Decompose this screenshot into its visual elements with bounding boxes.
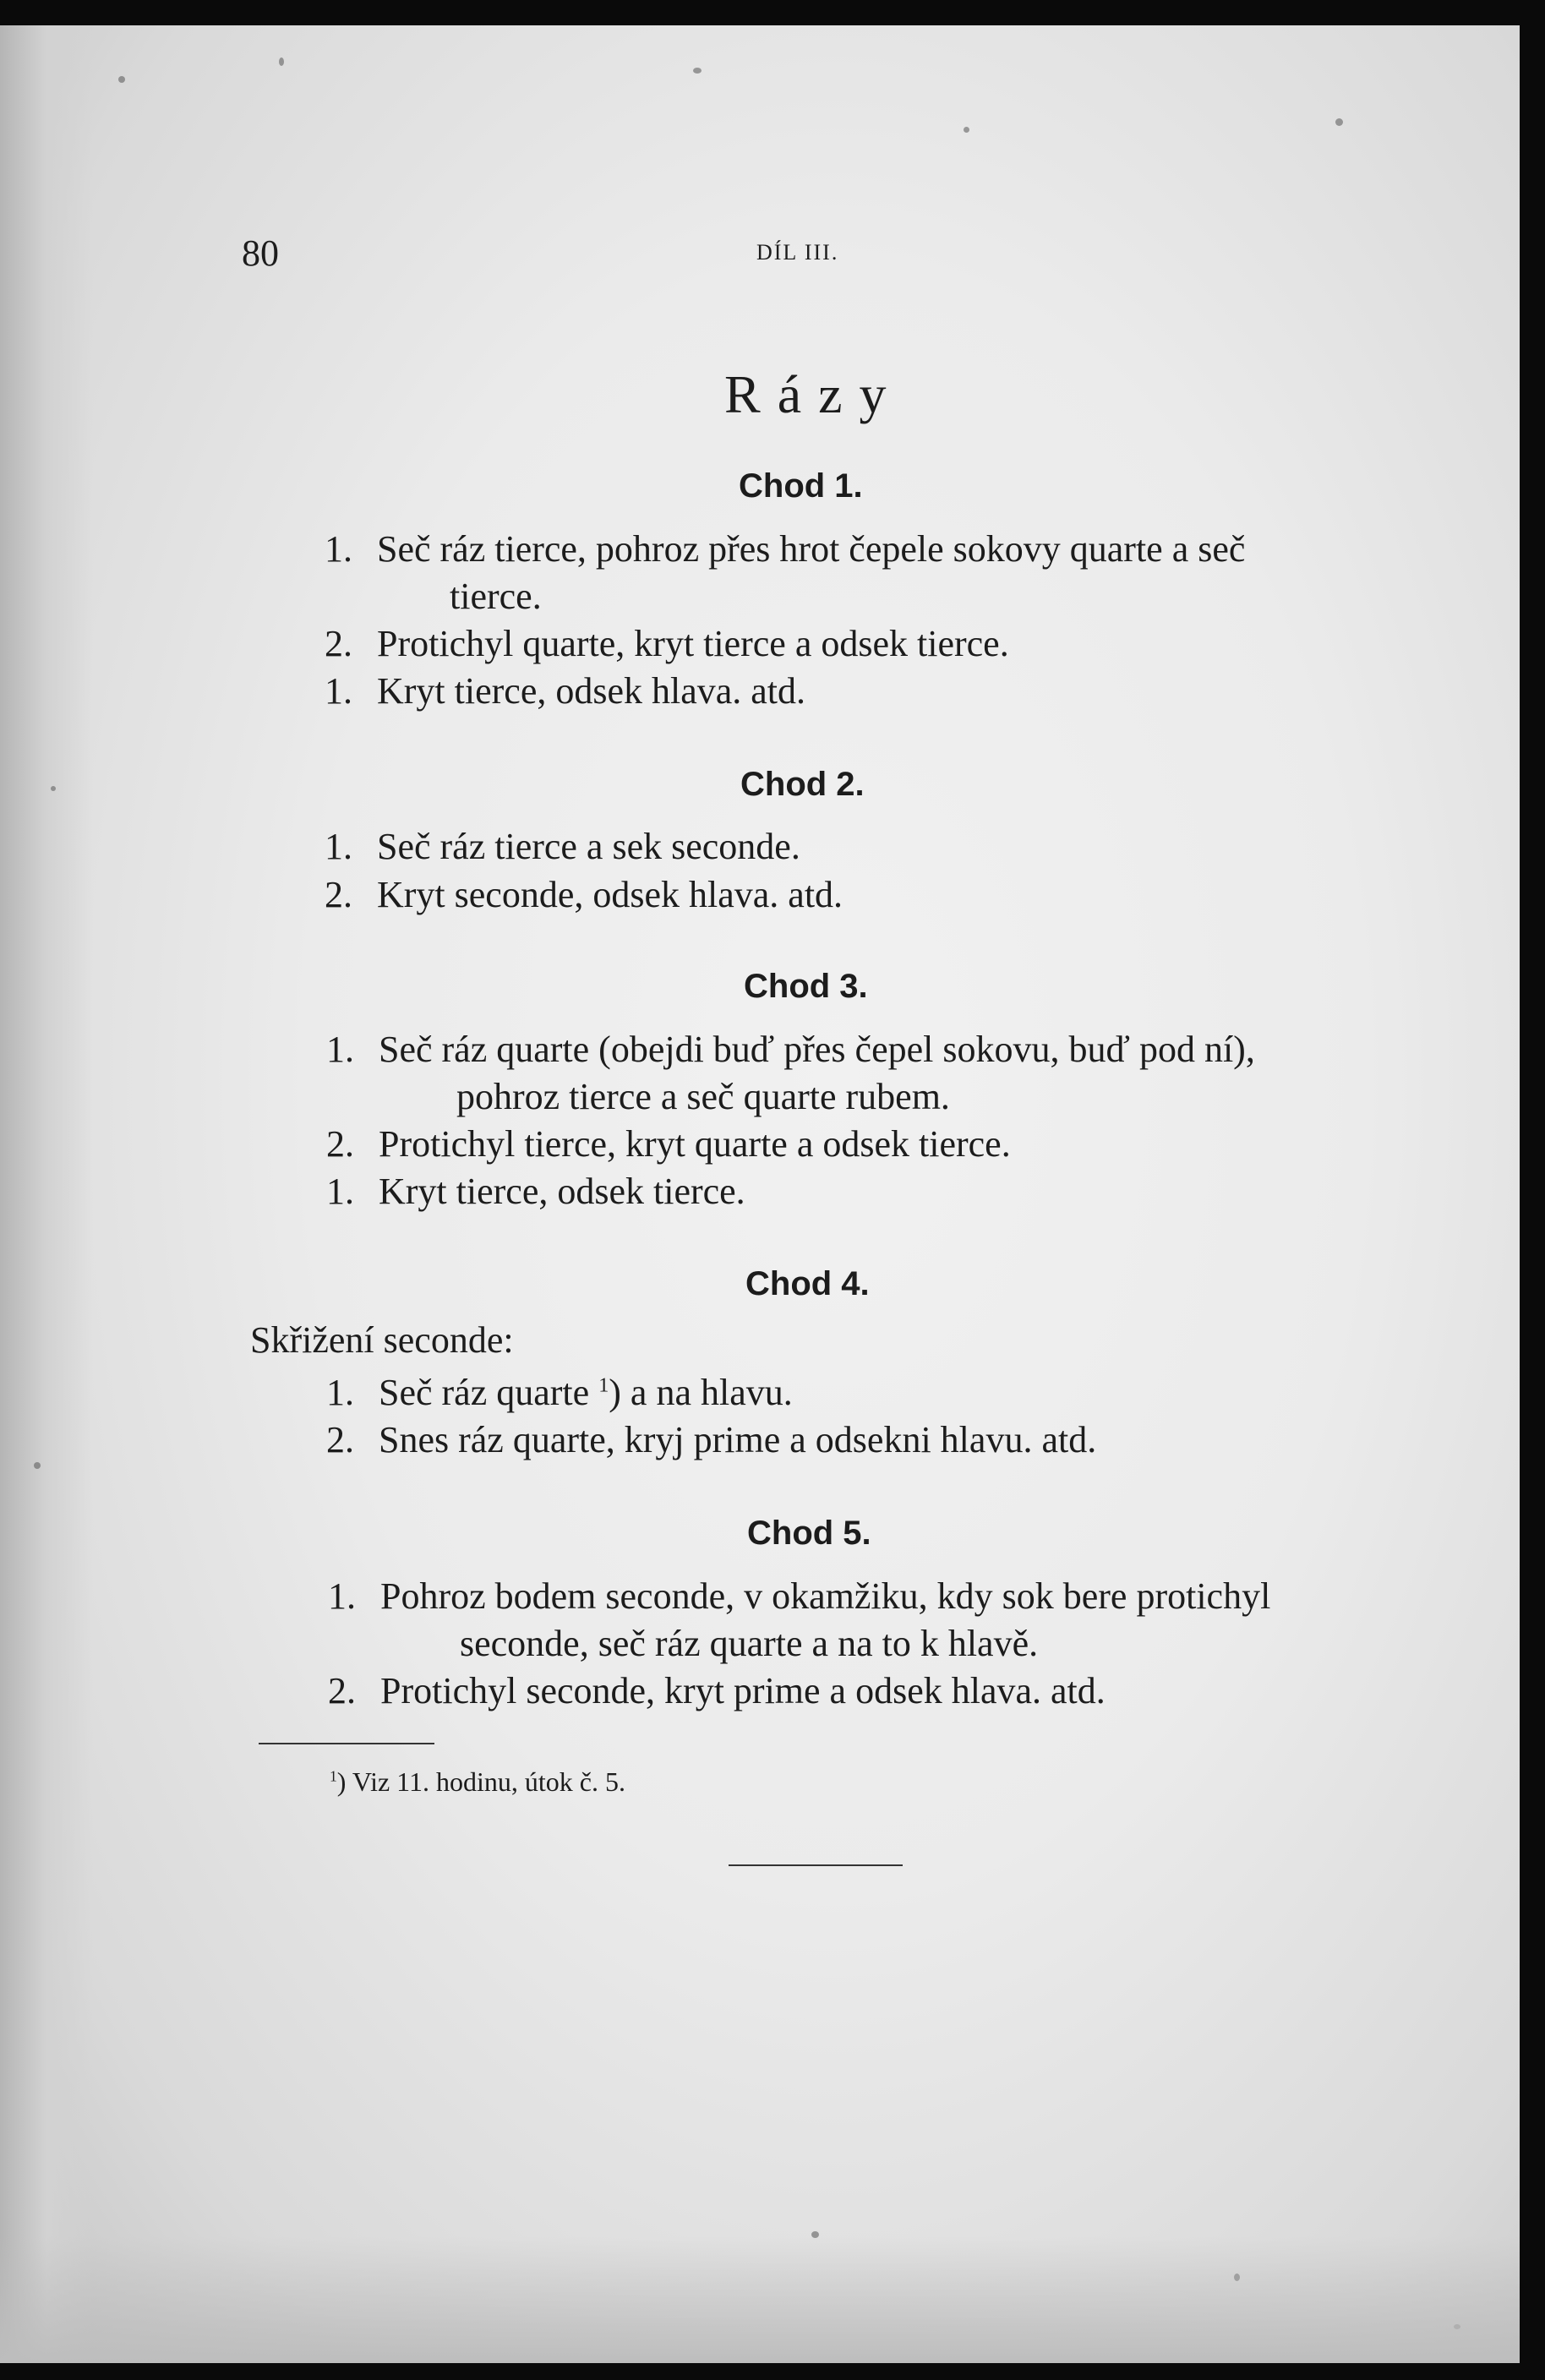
scan-speck [279, 57, 284, 66]
list-item: 2. Protichyl tierce, kryt quarte a odsek tierce. [326, 1123, 1011, 1165]
list-item: 1. Seč ráz tierce, pohroz přes hrot čepele sokovy quarte a seč [325, 528, 1246, 570]
list-item: 2. Protichyl seconde, kryt prime a odsek hlava. atd. [328, 1670, 1106, 1711]
list-item: 1. Seč ráz quarte $^1$) a na hlavu. [326, 1372, 793, 1413]
scan-speck [34, 1462, 41, 1469]
book-page [0, 25, 1520, 2363]
scan-speck [118, 76, 125, 83]
section-heading: Chod 3. [744, 968, 868, 1005]
scan-speck [51, 786, 56, 791]
scan-speck [1234, 2274, 1240, 2281]
section-heading: Chod 4. [745, 1265, 870, 1302]
footnote: $^1$) Viz 11. hodinu, útok č. 5. [330, 1766, 625, 1797]
list-item: 1. Pohroz bodem seconde, v okamžiku, kdy sok bere protichyl [328, 1575, 1271, 1617]
scan-speck [693, 68, 702, 74]
list-item-continuation: seconde, seč ráz quarte a na to k hlavě. [460, 1623, 1039, 1664]
scan-speck [964, 127, 969, 133]
list-item: 1. Seč ráz quarte (obejdi buď přes čepel sokovu, buď pod ní), [326, 1029, 1255, 1070]
scan-speck [1335, 118, 1343, 126]
list-item: 2. Snes ráz quarte, kryj prime a odsekni hlavu. atd. [326, 1419, 1097, 1460]
end-rule [729, 1864, 903, 1866]
list-item: 2. Kryt seconde, odsek hlava. atd. [325, 874, 843, 915]
page-number: 80 [242, 232, 279, 274]
page-title: Rázy [724, 364, 904, 424]
list-item-continuation: tierce. [450, 576, 542, 617]
section-heading: Chod 1. [739, 467, 863, 505]
section-heading: Chod 5. [747, 1515, 871, 1552]
list-item: 1. Kryt tierce, odsek tierce. [326, 1171, 745, 1212]
list-item-continuation: pohroz tierce a seč quarte rubem. [456, 1076, 950, 1117]
section-preamble: Skřižení seconde: [250, 1319, 514, 1361]
scan-speck [811, 2231, 819, 2238]
running-head: DÍL III. [756, 240, 839, 265]
section-heading: Chod 2. [740, 766, 865, 803]
list-item: 1. Seč ráz tierce a sek seconde. [325, 826, 800, 867]
footnote-rule [259, 1743, 434, 1744]
list-item: 1. Kryt tierce, odsek hlava. atd. [325, 670, 806, 712]
scan-speck [1454, 2324, 1460, 2329]
list-item: 2. Protichyl quarte, kryt tierce a odsek tierce. [325, 623, 1009, 664]
